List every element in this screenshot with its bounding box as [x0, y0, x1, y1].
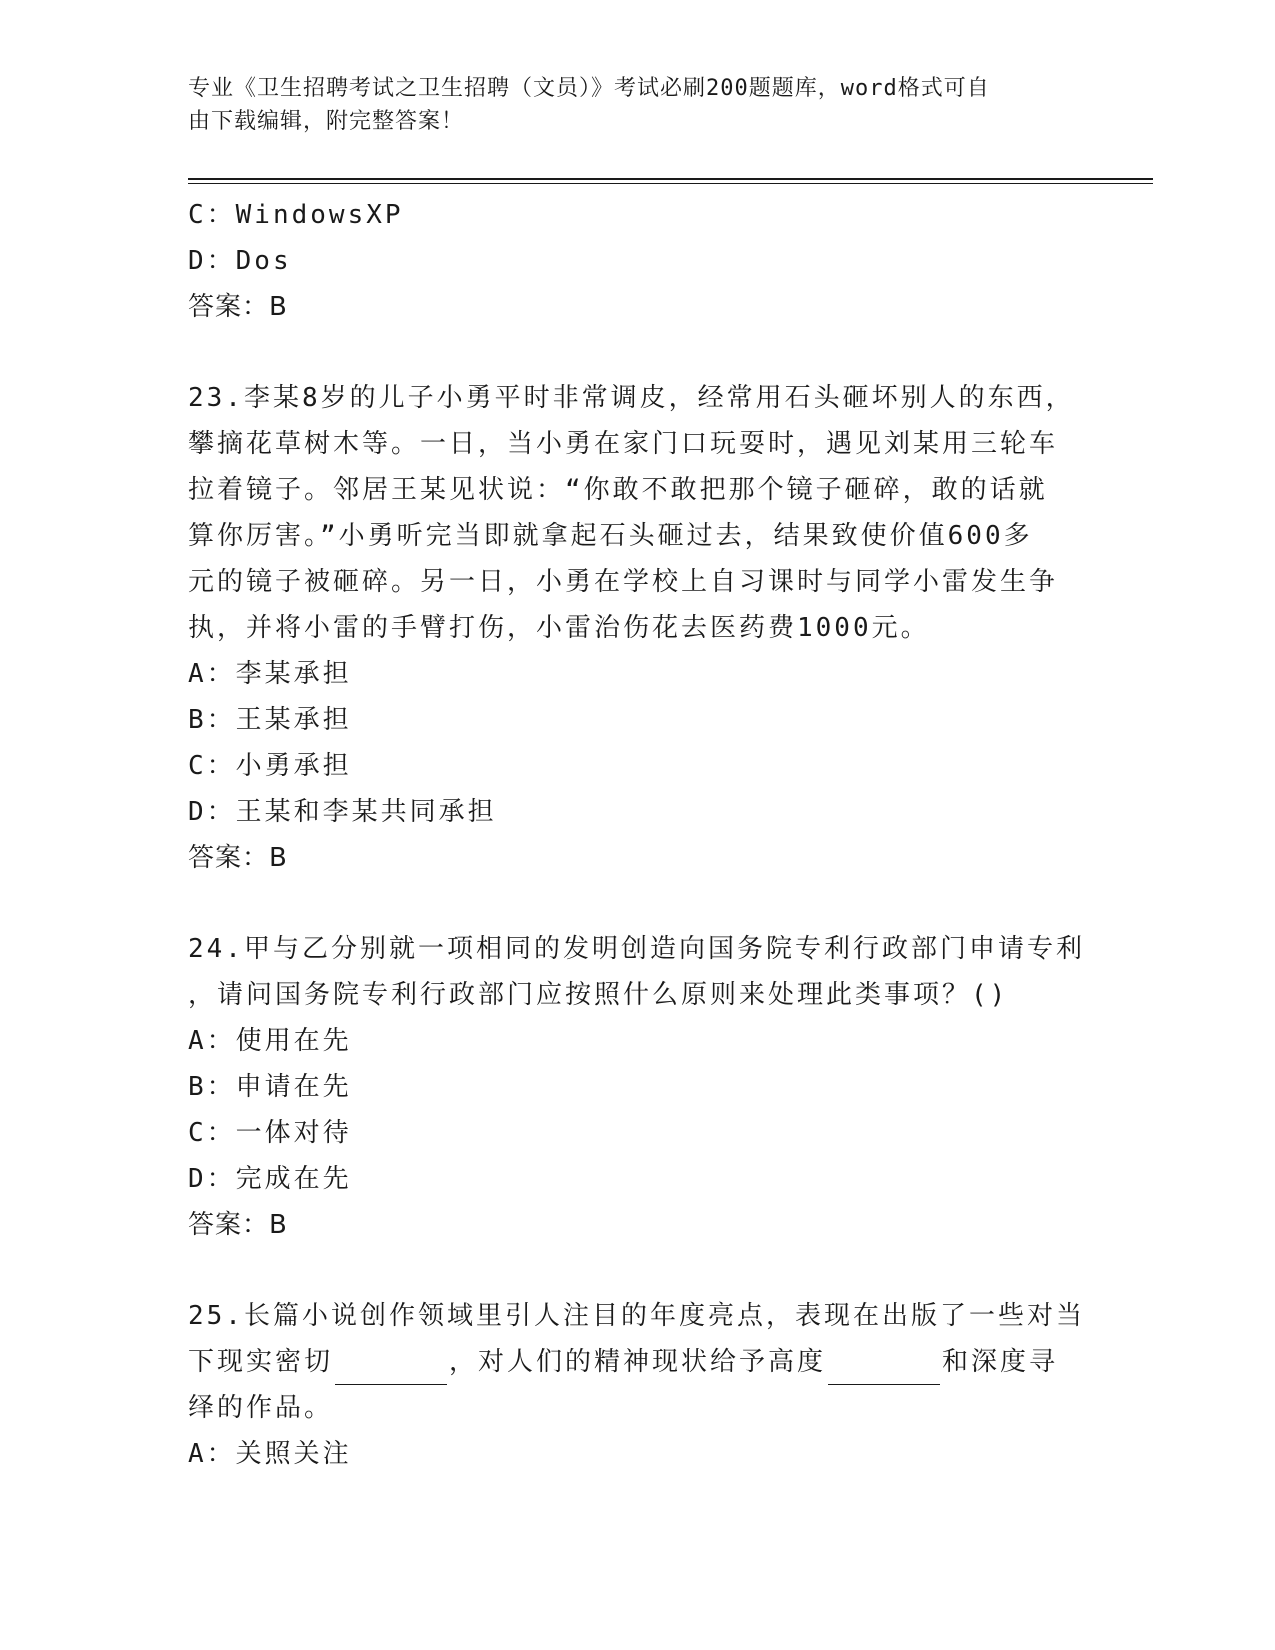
q22-answer: 答案：B — [188, 292, 288, 322]
q24-option-b: B：申请在先 — [188, 1072, 352, 1102]
spacer — [188, 330, 1088, 375]
q25-stem-line: 25.长篇小说创作领域里引人注目的年度亮点，表现在出版了一些对当 — [188, 1301, 1085, 1331]
q24-option-d: D：完成在先 — [188, 1164, 352, 1194]
question-content — [188, 192, 1088, 1477]
q23-option-d: D：王某和李某共同承担 — [188, 797, 497, 827]
header-line-1: 专业《卫生招聘考试之卫生招聘（文员）》考试必刷200题题库，word格式可自 — [188, 76, 990, 101]
q25-stem-line: 绎的作品。 — [188, 1393, 334, 1423]
fill-in-blank — [335, 1350, 447, 1385]
q23-stem-line: 算你厉害。”小勇听完当即就拿起石头砸过去，结果致使价值600多 — [188, 521, 1033, 551]
q23-option-c: C：小勇承担 — [188, 751, 352, 781]
q23-stem-line: 执，并将小雷的手臂打伤，小雷治伤花去医药费1000元。 — [188, 613, 930, 643]
q23-stem-line: 元的镜子被砸碎。另一日，小勇在学校上自习课时与同学小雷发生争 — [188, 567, 1059, 597]
q23-stem-line: 拉着镜子。邻居王某见状说：“你敢不敢把那个镜子砸碎，敢的话就 — [188, 475, 1048, 505]
q24-answer: 答案：B — [188, 1210, 288, 1240]
question-23 — [188, 375, 1088, 881]
header-line-2: 由下载编辑，附完整答案！ — [188, 109, 465, 134]
q25-text-part: 和深度寻 — [942, 1347, 1059, 1377]
q22-option-d: D：Dos — [188, 246, 292, 276]
question-25 — [188, 1293, 1088, 1477]
q25-stem-line-with-blanks — [188, 1339, 1088, 1385]
q25-text-part: ，对人们的精神现状给予高度 — [449, 1347, 827, 1377]
question-24 — [188, 926, 1088, 1248]
q23-stem-line: 攀摘花草树木等。一日，当小勇在家门口玩耍时，遇见刘某用三轮车 — [188, 429, 1059, 459]
q24-option-a: A：使用在先 — [188, 1026, 352, 1056]
q25-text-part: 下现实密切 — [188, 1347, 334, 1377]
q22-option-c: C：WindowsXP — [188, 200, 404, 230]
q23-answer: 答案：B — [188, 843, 288, 873]
header-divider-thick — [188, 178, 1153, 180]
q23-stem-line: 23.李某8岁的儿子小勇平时非常调皮，经常用石头砸坏别人的东西， — [188, 383, 1075, 413]
q24-stem-line: ，请问国务院专利行政部门应按照什么原则来处理此类事项？() — [188, 980, 1009, 1010]
q25-option-a: A：关照关注 — [188, 1439, 352, 1469]
q23-option-a: A：李某承担 — [188, 659, 352, 689]
header-divider-thin — [188, 183, 1153, 184]
spacer — [188, 881, 1088, 926]
question-22 — [188, 192, 1088, 330]
q23-option-b: B：王某承担 — [188, 705, 352, 735]
q24-stem-line: 24.甲与乙分别就一项相同的发明创造向国务院专利行政部门申请专利 — [188, 934, 1085, 964]
page-header — [188, 72, 1068, 138]
fill-in-blank — [828, 1350, 940, 1385]
q24-option-c: C：一体对待 — [188, 1118, 352, 1148]
spacer — [188, 1248, 1088, 1293]
